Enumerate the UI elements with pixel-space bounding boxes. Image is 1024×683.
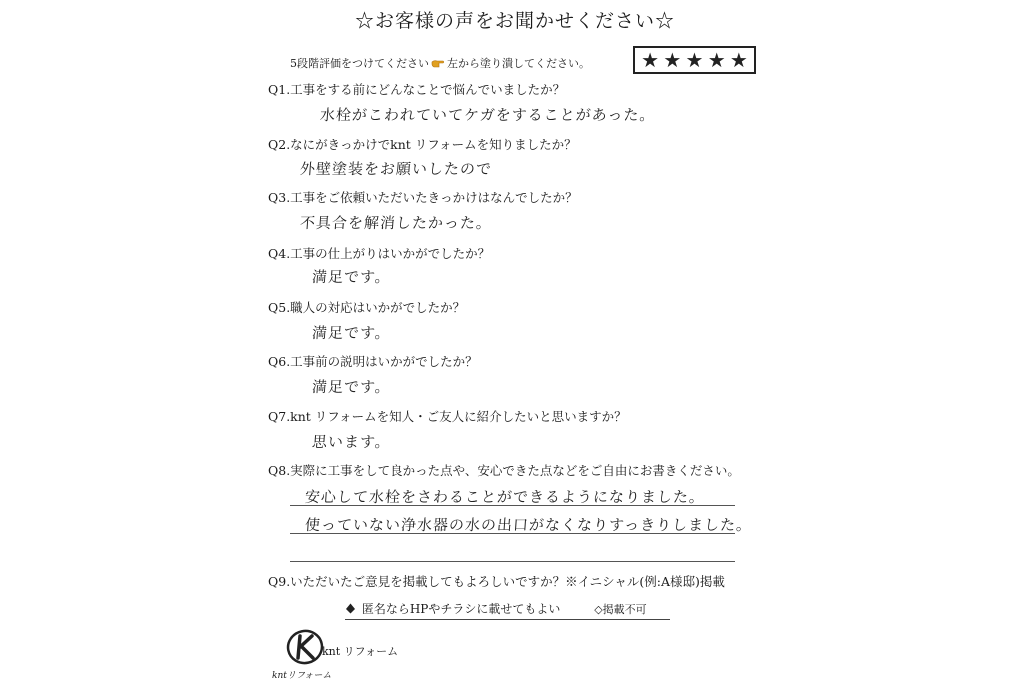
answer-7[interactable]: 思います。 <box>311 433 392 451</box>
q9-option-selected[interactable]: 匿名ならHPやチラシに載せてもよい <box>361 602 561 616</box>
logo-name: knt リフォーム <box>322 645 399 658</box>
answer-line <box>290 533 735 534</box>
question-3: Q3.工事をご依頼いただいたきっかけはなんでしたか？ <box>268 190 578 205</box>
question-5: Q5.職人の対応はいかがでしたか？ <box>268 300 466 315</box>
answer-3[interactable]: 不具合を解消したかった。 <box>299 214 493 232</box>
logo-subtext: kntリフォーム <box>272 671 332 681</box>
rating-stars[interactable] <box>633 46 756 74</box>
filled-marker-icon <box>345 603 356 614</box>
pointing-hand-icon <box>431 59 445 68</box>
question-6: Q6.工事前の説明はいかがでしたか？ <box>268 354 478 369</box>
knt-logo-icon <box>285 627 327 667</box>
question-1: Q1.工事をする前にどんなことで悩んでいましたか？ <box>268 82 566 97</box>
page-title: ☆お客様の声をお聞かせください☆ <box>354 10 675 32</box>
answer-line <box>290 561 735 562</box>
star-icon[interactable]: ★ <box>707 48 726 72</box>
rating-instruction-text-2: 左から塗り潰してください。 <box>447 57 590 70</box>
answer-1[interactable]: 水栓がこわれていてケガをすることがあった。 <box>319 106 657 124</box>
star-icon[interactable]: ★ <box>663 48 682 72</box>
star-icon[interactable]: ★ <box>641 48 660 72</box>
question-2: Q2.なにがきっかけでknt リフォームを知りましたか？ <box>268 137 577 152</box>
q9-option-decline[interactable]: ◇掲載不可 <box>594 603 647 616</box>
answer-line <box>290 505 735 506</box>
star-icon[interactable]: ★ <box>729 48 748 72</box>
rating-instruction-text: 5段階評価をつけてください <box>290 57 429 70</box>
question-8: Q8.実際に工事をして良かった点や、安心できた点などをご自由にお書きください。 <box>268 463 740 478</box>
q9-underline <box>345 619 670 620</box>
answer-6[interactable]: 満足です。 <box>311 378 392 396</box>
answer-2[interactable]: 外壁塗装をお願いしたので <box>299 160 493 178</box>
answer-8-line-1[interactable]: 安心して水栓をさわることができるようになりました。 <box>304 488 706 506</box>
question-7: Q7.knt リフォームを知人・ご友人に紹介したいと思いますか？ <box>268 409 627 424</box>
q9-options <box>345 600 647 617</box>
question-4: Q4.工事の仕上がりはいかがでしたか？ <box>268 246 491 261</box>
rating-instruction <box>290 55 590 71</box>
question-9: Q9.いただいたご意見を掲載してもよろしいですか？※イニシャル(例:A様邸)掲載 <box>268 574 725 589</box>
survey-sheet <box>250 0 780 683</box>
answer-4[interactable]: 満足です。 <box>311 268 392 286</box>
star-icon[interactable]: ★ <box>685 48 704 72</box>
answer-8-line-2[interactable]: 使っていない浄水器の水の出口がなくなりすっきりしました。 <box>304 516 753 534</box>
answer-5[interactable]: 満足です。 <box>311 324 392 342</box>
